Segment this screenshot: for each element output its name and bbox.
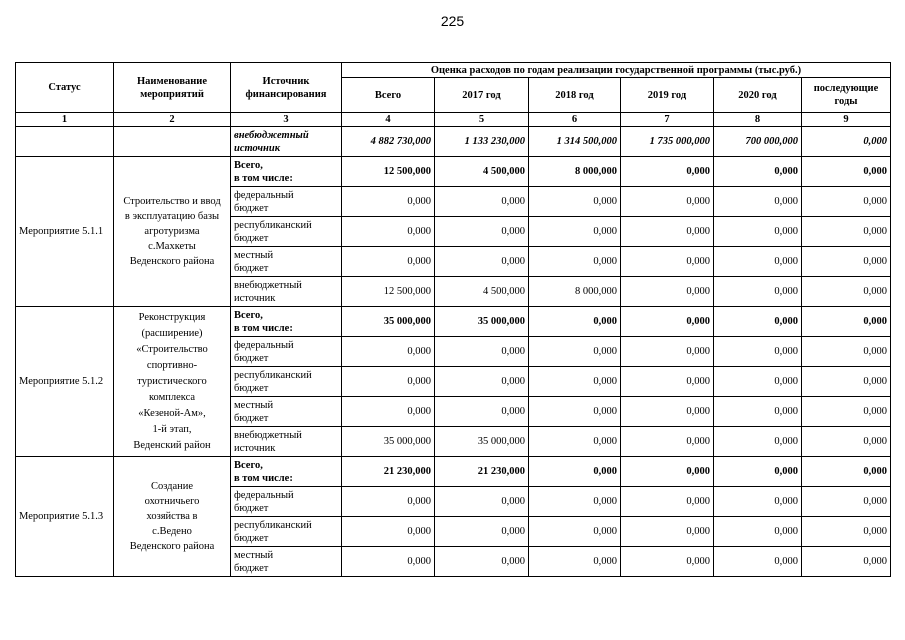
event-cell bbox=[114, 127, 231, 157]
value-cell: 35 000,000 bbox=[342, 427, 435, 457]
page-number: 225 bbox=[440, 13, 465, 29]
funding-source-cell: местный бюджет bbox=[231, 397, 342, 427]
column-number: 9 bbox=[802, 113, 891, 127]
header-2020: 2020 год bbox=[714, 78, 802, 113]
value-cell: 12 500,000 bbox=[342, 157, 435, 187]
value-cell: 0,000 bbox=[435, 547, 529, 577]
value-cell: 0,000 bbox=[621, 487, 714, 517]
value-cell: 0,000 bbox=[714, 247, 802, 277]
value-cell: 700 000,000 bbox=[714, 127, 802, 157]
column-number-row bbox=[16, 113, 891, 127]
value-cell: 0,000 bbox=[802, 397, 891, 427]
value-cell: 0,000 bbox=[529, 187, 621, 217]
funding-source-cell: внебюджетный источник bbox=[231, 127, 342, 157]
value-cell: 35 000,000 bbox=[435, 427, 529, 457]
header-2017: 2017 год bbox=[435, 78, 529, 113]
header-row bbox=[16, 63, 891, 78]
status-cell: Мероприятие 5.1.2 bbox=[16, 307, 114, 457]
value-cell: 0,000 bbox=[621, 337, 714, 367]
value-cell: 0,000 bbox=[621, 187, 714, 217]
status-cell: Мероприятие 5.1.3 bbox=[16, 457, 114, 577]
header-estimate: Оценка расходов по годам реализации государственной программы (тыс.руб.) bbox=[342, 63, 891, 78]
value-cell: 0,000 bbox=[714, 397, 802, 427]
value-cell: 0,000 bbox=[802, 157, 891, 187]
funding-source-cell: внебюджетный источник bbox=[231, 427, 342, 457]
funding-source-cell: республиканский бюджет bbox=[231, 217, 342, 247]
value-cell: 0,000 bbox=[714, 487, 802, 517]
header-2018: 2018 год bbox=[529, 78, 621, 113]
funding-source-cell: Всего, в том числе: bbox=[231, 157, 342, 187]
value-cell: 0,000 bbox=[342, 217, 435, 247]
value-cell: 0,000 bbox=[802, 307, 891, 337]
event-name-cell: Реконструкция (расширение) «Строительство спортивно- туристического комплекса «Кезеной-Ам», 1-й этап, Веденский район bbox=[114, 307, 231, 457]
value-cell: 1 133 230,000 bbox=[435, 127, 529, 157]
value-cell: 0,000 bbox=[529, 337, 621, 367]
value-cell: 0,000 bbox=[621, 517, 714, 547]
value-cell: 0,000 bbox=[621, 277, 714, 307]
value-cell: 0,000 bbox=[714, 517, 802, 547]
column-number: 4 bbox=[342, 113, 435, 127]
value-cell: 0,000 bbox=[802, 337, 891, 367]
value-cell: 0,000 bbox=[435, 187, 529, 217]
column-number: 2 bbox=[114, 113, 231, 127]
value-cell: 8 000,000 bbox=[529, 157, 621, 187]
value-cell: 0,000 bbox=[342, 487, 435, 517]
value-cell: 0,000 bbox=[714, 157, 802, 187]
budget-table bbox=[15, 62, 891, 577]
event-name-cell: Создание охотничьего хозяйства в с.Ведено Веденского района bbox=[114, 457, 231, 577]
value-cell: 0,000 bbox=[621, 457, 714, 487]
value-cell: 0,000 bbox=[802, 487, 891, 517]
value-cell: 0,000 bbox=[802, 187, 891, 217]
value-cell: 0,000 bbox=[802, 277, 891, 307]
value-cell: 4 500,000 bbox=[435, 157, 529, 187]
column-number: 3 bbox=[231, 113, 342, 127]
value-cell: 35 000,000 bbox=[435, 307, 529, 337]
funding-source-cell: республиканский бюджет bbox=[231, 367, 342, 397]
value-cell: 0,000 bbox=[435, 517, 529, 547]
header-later-years: последующие годы bbox=[802, 78, 891, 113]
value-cell: 4 500,000 bbox=[435, 277, 529, 307]
value-cell: 0,000 bbox=[342, 187, 435, 217]
value-cell: 1 314 500,000 bbox=[529, 127, 621, 157]
value-cell: 12 500,000 bbox=[342, 277, 435, 307]
value-cell: 0,000 bbox=[714, 427, 802, 457]
value-cell: 0,000 bbox=[802, 367, 891, 397]
funding-source-cell: Всего, в том числе: bbox=[231, 307, 342, 337]
value-cell: 35 000,000 bbox=[342, 307, 435, 337]
header-status: Статус bbox=[16, 63, 114, 113]
value-cell: 0,000 bbox=[621, 157, 714, 187]
value-cell: 0,000 bbox=[435, 367, 529, 397]
header-total: Всего bbox=[342, 78, 435, 113]
event-name-cell: Строительство и ввод в эксплуатацию базы агротуризма с.Махкеты Веденского района bbox=[114, 157, 231, 307]
value-cell: 0,000 bbox=[529, 367, 621, 397]
value-cell: 0,000 bbox=[529, 397, 621, 427]
value-cell: 0,000 bbox=[714, 547, 802, 577]
value-cell: 0,000 bbox=[342, 547, 435, 577]
header-funding-source: Источник финансирования bbox=[231, 63, 342, 113]
value-cell: 0,000 bbox=[435, 487, 529, 517]
funding-source-cell: федеральный бюджет bbox=[231, 337, 342, 367]
value-cell: 0,000 bbox=[435, 397, 529, 427]
value-cell: 0,000 bbox=[802, 247, 891, 277]
funding-source-cell: федеральный бюджет bbox=[231, 187, 342, 217]
funding-source-cell: федеральный бюджет bbox=[231, 487, 342, 517]
value-cell: 0,000 bbox=[529, 487, 621, 517]
value-cell: 0,000 bbox=[529, 517, 621, 547]
funding-source-cell: республиканский бюджет bbox=[231, 517, 342, 547]
value-cell: 0,000 bbox=[621, 427, 714, 457]
value-cell: 0,000 bbox=[802, 427, 891, 457]
column-number: 6 bbox=[529, 113, 621, 127]
value-cell: 0,000 bbox=[802, 517, 891, 547]
value-cell: 0,000 bbox=[802, 547, 891, 577]
value-cell: 0,000 bbox=[621, 397, 714, 427]
value-cell: 0,000 bbox=[714, 337, 802, 367]
value-cell: 0,000 bbox=[714, 367, 802, 397]
value-cell: 0,000 bbox=[529, 457, 621, 487]
table-row bbox=[16, 157, 891, 187]
column-number: 5 bbox=[435, 113, 529, 127]
value-cell: 0,000 bbox=[529, 547, 621, 577]
value-cell: 8 000,000 bbox=[529, 277, 621, 307]
value-cell: 21 230,000 bbox=[435, 457, 529, 487]
value-cell: 0,000 bbox=[802, 127, 891, 157]
table-row bbox=[16, 457, 891, 487]
header-2019: 2019 год bbox=[621, 78, 714, 113]
value-cell: 0,000 bbox=[714, 277, 802, 307]
column-number: 8 bbox=[714, 113, 802, 127]
table-row bbox=[16, 127, 891, 157]
funding-source-cell: местный бюджет bbox=[231, 547, 342, 577]
value-cell: 0,000 bbox=[529, 427, 621, 457]
funding-source-cell: внебюджетный источник bbox=[231, 277, 342, 307]
funding-source-cell: Всего, в том числе: bbox=[231, 457, 342, 487]
value-cell: 0,000 bbox=[802, 217, 891, 247]
value-cell: 0,000 bbox=[802, 457, 891, 487]
value-cell: 1 735 000,000 bbox=[621, 127, 714, 157]
status-cell: Мероприятие 5.1.1 bbox=[16, 157, 114, 307]
value-cell: 0,000 bbox=[435, 217, 529, 247]
funding-source-cell: местный бюджет bbox=[231, 247, 342, 277]
value-cell: 0,000 bbox=[621, 217, 714, 247]
value-cell: 0,000 bbox=[342, 247, 435, 277]
value-cell: 0,000 bbox=[621, 307, 714, 337]
value-cell: 0,000 bbox=[621, 547, 714, 577]
column-number: 1 bbox=[16, 113, 114, 127]
table-row bbox=[16, 307, 891, 337]
value-cell: 0,000 bbox=[342, 337, 435, 367]
column-number: 7 bbox=[621, 113, 714, 127]
value-cell: 0,000 bbox=[529, 217, 621, 247]
value-cell: 0,000 bbox=[621, 247, 714, 277]
status-cell bbox=[16, 127, 114, 157]
value-cell: 0,000 bbox=[435, 247, 529, 277]
value-cell: 21 230,000 bbox=[342, 457, 435, 487]
value-cell: 0,000 bbox=[342, 397, 435, 427]
value-cell: 0,000 bbox=[342, 367, 435, 397]
value-cell: 4 882 730,000 bbox=[342, 127, 435, 157]
value-cell: 0,000 bbox=[714, 307, 802, 337]
value-cell: 0,000 bbox=[435, 337, 529, 367]
value-cell: 0,000 bbox=[529, 247, 621, 277]
value-cell: 0,000 bbox=[621, 367, 714, 397]
value-cell: 0,000 bbox=[529, 307, 621, 337]
value-cell: 0,000 bbox=[714, 457, 802, 487]
value-cell: 0,000 bbox=[714, 217, 802, 247]
header-event-name: Наименование мероприятий bbox=[114, 63, 231, 113]
value-cell: 0,000 bbox=[342, 517, 435, 547]
value-cell: 0,000 bbox=[714, 187, 802, 217]
